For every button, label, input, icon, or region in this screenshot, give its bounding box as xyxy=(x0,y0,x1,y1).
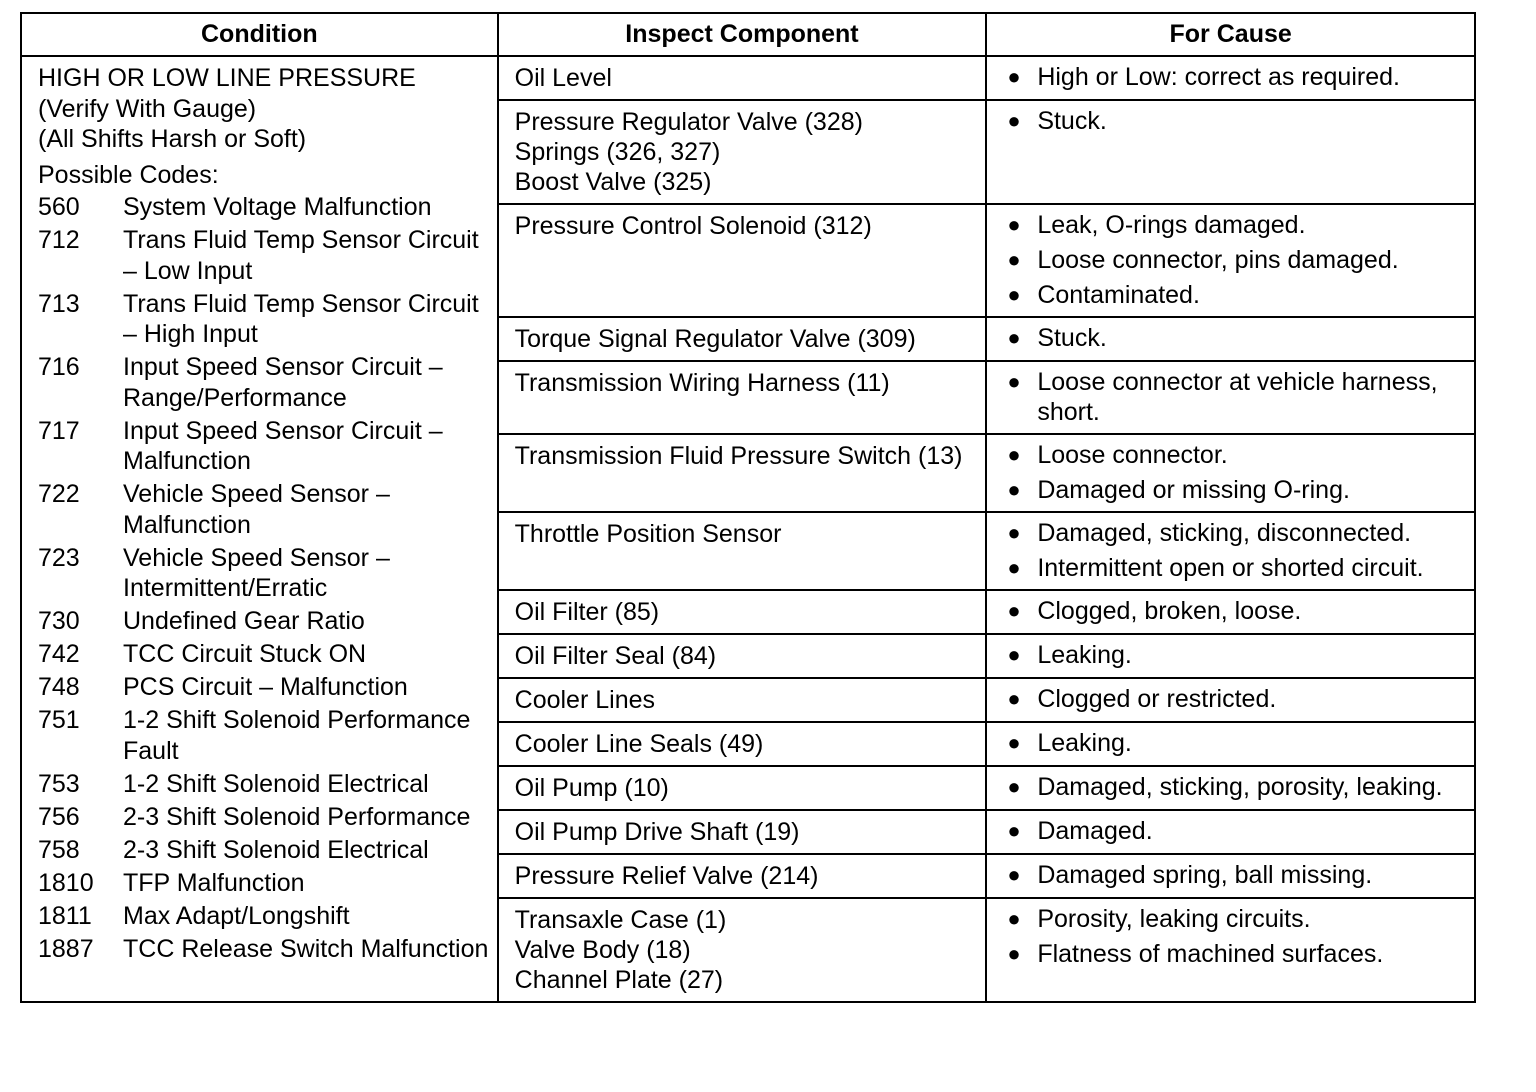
component-name: Oil Pump Drive Shaft (19) xyxy=(514,818,800,846)
code-list-item xyxy=(38,934,489,965)
code-list-item xyxy=(38,901,489,932)
code-list-item xyxy=(38,835,489,866)
cause-list-item xyxy=(1007,323,1468,353)
bullet-icon: ● xyxy=(1007,555,1021,580)
code-number: 716 xyxy=(38,353,80,381)
possible-codes-label: Possible Codes: xyxy=(38,160,219,189)
condition-subtitle-shifts: (All Shifts Harsh or Soft) xyxy=(38,125,307,153)
code-number: 1887 xyxy=(38,934,94,963)
code-list-item xyxy=(38,868,489,899)
component-cell xyxy=(498,854,987,898)
cause-list-item xyxy=(1007,475,1468,505)
code-description: Undefined Gear Ratio xyxy=(123,607,365,635)
code-number: 751 xyxy=(38,706,80,734)
code-list-item xyxy=(38,479,489,540)
cause-list xyxy=(1007,440,1468,505)
component-cell xyxy=(498,678,987,722)
cause-text: Loose connector, pins damaged. xyxy=(1037,246,1399,274)
component-name: Boost Valve (325) xyxy=(514,168,712,196)
component-name: Transmission Wiring Harness (11) xyxy=(514,369,890,397)
component-name: Valve Body (18) xyxy=(514,936,691,964)
cause-list-item xyxy=(1007,106,1468,136)
bullet-icon: ● xyxy=(1007,108,1021,133)
code-description: 1-2 Shift Solenoid Performance Fault xyxy=(123,706,471,765)
cause-cell xyxy=(986,317,1475,361)
cause-list-item xyxy=(1007,367,1468,427)
component-name: Oil Filter (85) xyxy=(514,598,660,626)
component-cell xyxy=(498,722,987,766)
component-name: Pressure Relief Valve (214) xyxy=(514,862,819,890)
code-number: 753 xyxy=(38,769,80,798)
code-number: 748 xyxy=(38,673,80,701)
header-for-cause: For Cause xyxy=(986,13,1475,56)
component-name: Transmission Fluid Pressure Switch (13) xyxy=(514,442,963,470)
cause-list-item xyxy=(1007,904,1468,934)
cause-list xyxy=(1007,904,1468,969)
cause-list xyxy=(1007,728,1468,758)
cause-cell xyxy=(986,898,1475,1002)
component-cell xyxy=(498,766,987,810)
cause-cell xyxy=(986,204,1475,317)
component-name: Torque Signal Regulator Valve (309) xyxy=(514,325,916,353)
code-list-item xyxy=(38,802,489,833)
bullet-icon: ● xyxy=(1007,598,1021,623)
code-number: 722 xyxy=(38,480,80,508)
code-description: Vehicle Speed Sensor – Malfunction xyxy=(123,480,390,539)
code-description: TCC Release Switch Malfunction xyxy=(123,934,489,963)
code-number: 756 xyxy=(38,802,80,831)
code-list-item xyxy=(38,352,489,413)
component-name: Oil Pump (10) xyxy=(514,774,669,802)
code-description: PCS Circuit – Malfunction xyxy=(123,673,408,701)
cause-list-item xyxy=(1007,596,1468,626)
cause-text: Leaking. xyxy=(1037,729,1132,757)
component-cell xyxy=(498,361,987,434)
component-name: Throttle Position Sensor xyxy=(514,520,782,548)
cause-list-item xyxy=(1007,518,1468,548)
cause-list xyxy=(1007,367,1468,427)
component-cell xyxy=(498,56,987,100)
code-description: TCC Circuit Stuck ON xyxy=(123,640,367,668)
component-cell xyxy=(498,100,987,204)
cause-list-item xyxy=(1007,860,1468,890)
code-description: 2-3 Shift Solenoid Performance xyxy=(123,802,471,831)
code-number: 730 xyxy=(38,607,80,635)
bullet-icon: ● xyxy=(1007,730,1021,755)
header-condition: Condition xyxy=(21,13,498,56)
code-list xyxy=(38,192,489,964)
bullet-icon: ● xyxy=(1007,282,1021,307)
code-number: 723 xyxy=(38,543,80,572)
cause-cell xyxy=(986,100,1475,204)
bullet-icon: ● xyxy=(1007,64,1021,89)
cause-list-item xyxy=(1007,772,1468,802)
code-number: 560 xyxy=(38,193,80,221)
bullet-icon: ● xyxy=(1007,477,1021,502)
component-cell xyxy=(498,434,987,512)
cause-text: Loose connector at vehicle harness, short. xyxy=(1037,368,1438,426)
cause-list-item xyxy=(1007,728,1468,758)
code-description: Max Adapt/Longshift xyxy=(123,901,350,930)
component-name: Oil Level xyxy=(514,64,612,92)
code-list-item xyxy=(38,225,489,286)
component-name: Pressure Regulator Valve (328) xyxy=(514,108,863,136)
code-description: 2-3 Shift Solenoid Electrical xyxy=(123,835,429,864)
cause-text: Leaking. xyxy=(1037,641,1132,669)
cause-text: Stuck. xyxy=(1037,107,1107,135)
bullet-icon: ● xyxy=(1007,325,1021,350)
component-cell xyxy=(498,512,987,590)
code-list-item xyxy=(38,672,489,703)
cause-text: High or Low: correct as required. xyxy=(1037,63,1400,91)
table-row xyxy=(21,56,1475,100)
cause-list xyxy=(1007,860,1468,890)
cause-list-item xyxy=(1007,280,1468,310)
code-number: 742 xyxy=(38,640,80,668)
code-number: 1810 xyxy=(38,868,94,897)
cause-list xyxy=(1007,816,1468,846)
cause-text: Intermittent open or shorted circuit. xyxy=(1037,554,1424,582)
cause-list xyxy=(1007,596,1468,626)
code-number: 712 xyxy=(38,226,80,254)
cause-list-item xyxy=(1007,640,1468,670)
cause-list xyxy=(1007,106,1468,136)
diagnosis-table xyxy=(20,12,1476,1003)
component-cell xyxy=(498,204,987,317)
code-description: System Voltage Malfunction xyxy=(123,193,432,221)
condition-subtitle-gauge: (Verify With Gauge) xyxy=(38,94,257,123)
code-number: 758 xyxy=(38,835,80,864)
component-cell xyxy=(498,590,987,634)
bullet-icon: ● xyxy=(1007,247,1021,272)
cause-text: Flatness of machined surfaces. xyxy=(1037,940,1384,968)
cause-list xyxy=(1007,62,1468,92)
code-number: 717 xyxy=(38,416,80,445)
code-description: Trans Fluid Temp Sensor Circuit – Low Input xyxy=(123,226,479,285)
cause-list xyxy=(1007,210,1468,310)
code-description: TFP Malfunction xyxy=(123,868,305,897)
cause-text: Damaged. xyxy=(1037,817,1153,845)
code-description: Input Speed Sensor Circuit – Malfunction xyxy=(123,416,443,475)
cause-list xyxy=(1007,323,1468,353)
bullet-icon: ● xyxy=(1007,862,1021,887)
cause-cell xyxy=(986,361,1475,434)
code-list-item xyxy=(38,543,489,604)
cause-text: Loose connector. xyxy=(1037,441,1228,469)
cause-text: Damaged, sticking, porosity, leaking. xyxy=(1037,773,1443,801)
cause-cell xyxy=(986,56,1475,100)
code-list-item xyxy=(38,606,489,637)
component-name: Transaxle Case (1) xyxy=(514,906,727,934)
cause-list xyxy=(1007,518,1468,583)
cause-text: Damaged or missing O-ring. xyxy=(1037,476,1350,504)
header-inspect-component: Inspect Component xyxy=(498,13,987,56)
cause-text: Clogged or restricted. xyxy=(1037,685,1277,713)
code-description: 1-2 Shift Solenoid Electrical xyxy=(123,769,429,798)
cause-cell xyxy=(986,810,1475,854)
code-list-item xyxy=(38,289,489,350)
component-cell xyxy=(498,810,987,854)
code-description: Trans Fluid Temp Sensor Circuit – High Input xyxy=(123,289,479,348)
code-number: 1811 xyxy=(38,901,92,930)
cause-list-item xyxy=(1007,816,1468,846)
cause-cell xyxy=(986,512,1475,590)
cause-list-item xyxy=(1007,210,1468,240)
cause-cell xyxy=(986,766,1475,810)
component-name: Cooler Lines xyxy=(514,686,655,714)
component-cell xyxy=(498,634,987,678)
code-number: 713 xyxy=(38,289,80,318)
cause-list xyxy=(1007,640,1468,670)
bullet-icon: ● xyxy=(1007,442,1021,467)
bullet-icon: ● xyxy=(1007,774,1021,799)
component-name: Cooler Line Seals (49) xyxy=(514,730,764,758)
cause-cell xyxy=(986,634,1475,678)
bullet-icon: ● xyxy=(1007,686,1021,711)
cause-text: Leak, O-rings damaged. xyxy=(1037,211,1306,239)
component-name: Channel Plate (27) xyxy=(514,966,724,994)
cause-text: Damaged spring, ball missing. xyxy=(1037,861,1373,889)
bullet-icon: ● xyxy=(1007,212,1021,237)
cause-list-item xyxy=(1007,62,1468,92)
bullet-icon: ● xyxy=(1007,520,1021,545)
cause-text: Clogged, broken, loose. xyxy=(1037,597,1302,625)
component-name: Springs (326, 327) xyxy=(514,138,721,166)
cause-list-item xyxy=(1007,440,1468,470)
cause-list-item xyxy=(1007,939,1468,969)
cause-list-item xyxy=(1007,245,1468,275)
cause-cell xyxy=(986,678,1475,722)
cause-cell xyxy=(986,722,1475,766)
cause-list-item xyxy=(1007,553,1468,583)
table-body xyxy=(21,56,1475,1002)
bullet-icon: ● xyxy=(1007,906,1021,931)
condition-cell xyxy=(21,56,498,1002)
bullet-icon: ● xyxy=(1007,818,1021,843)
code-list-item xyxy=(38,192,489,223)
cause-cell xyxy=(986,434,1475,512)
cause-cell xyxy=(986,590,1475,634)
cause-text: Contaminated. xyxy=(1037,281,1200,309)
cause-list xyxy=(1007,772,1468,802)
code-list-item xyxy=(38,705,489,766)
cause-list-item xyxy=(1007,684,1468,714)
condition-title: HIGH OR LOW LINE PRESSURE xyxy=(38,64,416,92)
code-list-item xyxy=(38,639,489,670)
bullet-icon: ● xyxy=(1007,642,1021,667)
bullet-icon: ● xyxy=(1007,941,1021,966)
cause-text: Porosity, leaking circuits. xyxy=(1037,905,1311,933)
component-name: Oil Filter Seal (84) xyxy=(514,642,717,670)
cause-list xyxy=(1007,684,1468,714)
cause-text: Damaged, sticking, disconnected. xyxy=(1037,519,1412,547)
component-name: Pressure Control Solenoid (312) xyxy=(514,212,872,240)
bullet-icon: ● xyxy=(1007,369,1021,394)
cause-cell xyxy=(986,854,1475,898)
code-list-item xyxy=(38,416,489,477)
component-cell xyxy=(498,317,987,361)
code-description: Input Speed Sensor Circuit – Range/Performance xyxy=(123,353,443,412)
component-cell xyxy=(498,898,987,1002)
header-row xyxy=(21,13,1475,56)
code-list-item xyxy=(38,769,489,800)
cause-text: Stuck. xyxy=(1037,324,1107,352)
code-description: Vehicle Speed Sensor – Intermittent/Erratic xyxy=(123,543,390,602)
